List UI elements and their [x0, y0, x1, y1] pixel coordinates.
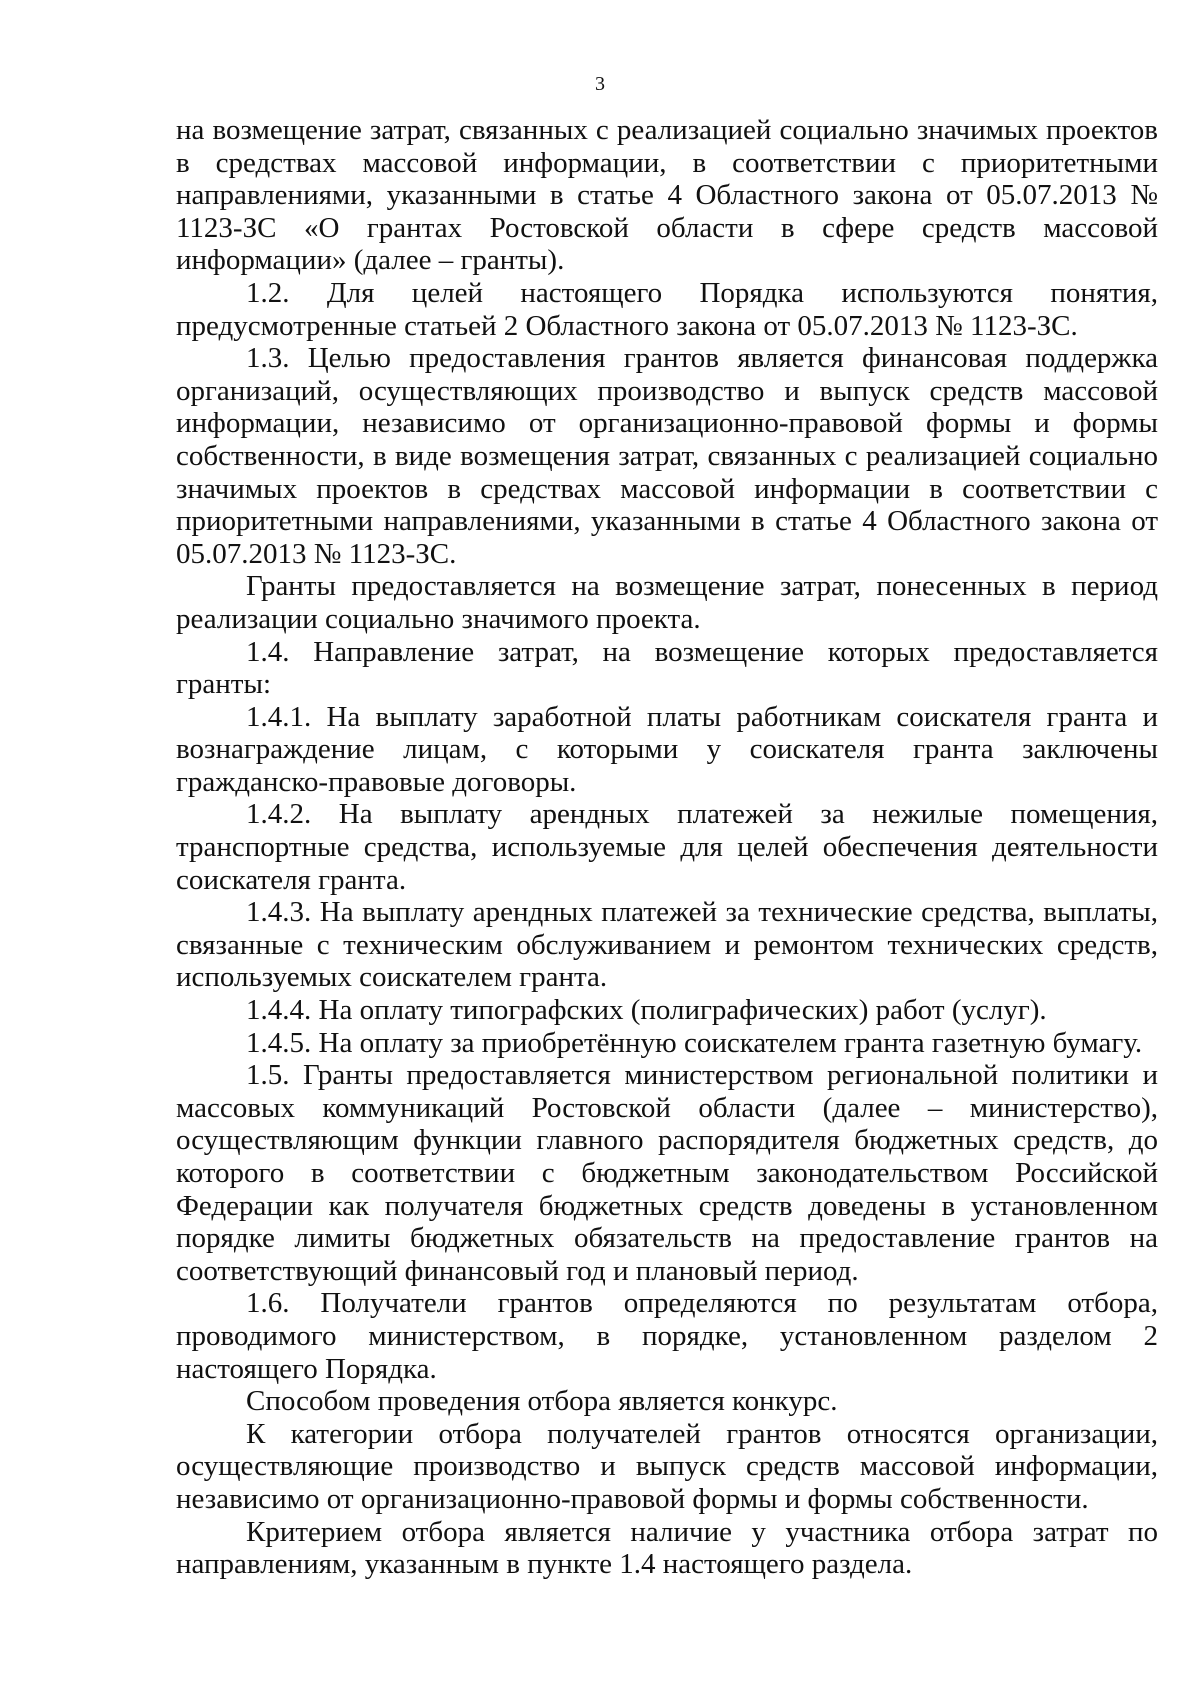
paragraph-1-3-grants-period: Гранты предоставляется на возмещение затрат, понесенных в период реализации социально значимого проекта.	[176, 570, 1158, 635]
paragraph-continuation: на возмещение затрат, связанных с реализацией социально значимых проектов в средствах массовой информации, в соответствии с приоритетными направлениями, указанными в статье 4 Областного закона от 05.07.2013 № 1123-ЗС «О грантах Ростовской области в сфере средств массовой информации» (далее – гранты).	[176, 114, 1158, 277]
paragraph-1-6: 1.6. Получатели грантов определяются по результатам отбора, проводимого министерством, в порядке, установленном разделом 2 настоящего Порядка.	[176, 1287, 1158, 1385]
paragraph-selection-method: Способом проведения отбора является конкурс.	[246, 1385, 838, 1418]
paragraph-selection-category: К категории отбора получателей грантов относятся организации, осуществляющие производство и выпуск средств массовой информации, независимо от организационно-правовой формы и формы собственности.	[176, 1417, 1158, 1515]
paragraph-1-4-3: 1.4.3. На выплату арендных платежей за технические средства, выплаты, связанные с техническим обслуживанием и ремонтом технических средств, используемых соискателем гранта.	[176, 896, 1158, 994]
paragraph-1-4-5: 1.4.5. На оплату за приобретённую соискателем гранта газетную бумагу.	[246, 1026, 1143, 1059]
paragraph-1-4-4: 1.4.4. На оплату типографских (полиграфических) работ (услуг).	[246, 994, 1047, 1027]
paragraph-1-5: 1.5. Гранты предоставляется министерством региональной политики и массовых коммуникаций Ростовской области (далее – министерство), осуществляющим функции главного распорядителя бюджетных средств, до которого в соответствии с бюджетным законодательством Российской Федерации как получателя бюджетных средств доведены в установленном порядке лимиты бюджетных обязательств на предоставление грантов на соответствующий финансовый год и плановый период.	[176, 1059, 1158, 1287]
paragraph-1-4-2: 1.4.2. На выплату арендных платежей за нежилые помещения, транспортные средства, используемые для целей обеспечения деятельности соискателя гранта.	[176, 798, 1158, 896]
paragraph-1-4: 1.4. Направление затрат, на возмещение которых предоставляется гранты:	[176, 635, 1158, 701]
paragraph-1-2: 1.2. Для целей настоящего Порядка используются понятия, предусмотренные статьей 2 Областного закона от 05.07.2013 № 1123-ЗС.	[176, 276, 1158, 342]
page-number: 3	[595, 73, 605, 95]
document-body	[176, 114, 1158, 1581]
paragraph-selection-criterion: Критерием отбора является наличие у участника отбора затрат по направлениям, указанным в пункте 1.4 настоящего раздела.	[176, 1515, 1158, 1581]
paragraph-1-3: 1.3. Целью предоставления грантов является финансовая поддержка организаций, осуществляющих производство и выпуск средств массовой информации, независимо от организационно-правовой формы и формы собственности, в виде возмещения затрат, связанных с реализацией социально значимых проектов в средствах массовой информации в соответствии с приоритетными направлениями, указанными в статье 4 Областного закона от 05.07.2013 № 1123-ЗС.	[176, 342, 1158, 570]
paragraph-1-4-1: 1.4.1. На выплату заработной платы работникам соискателя гранта и вознаграждение лицам, с которыми у соискателя гранта заключены гражданско-правовые договоры.	[176, 700, 1158, 798]
